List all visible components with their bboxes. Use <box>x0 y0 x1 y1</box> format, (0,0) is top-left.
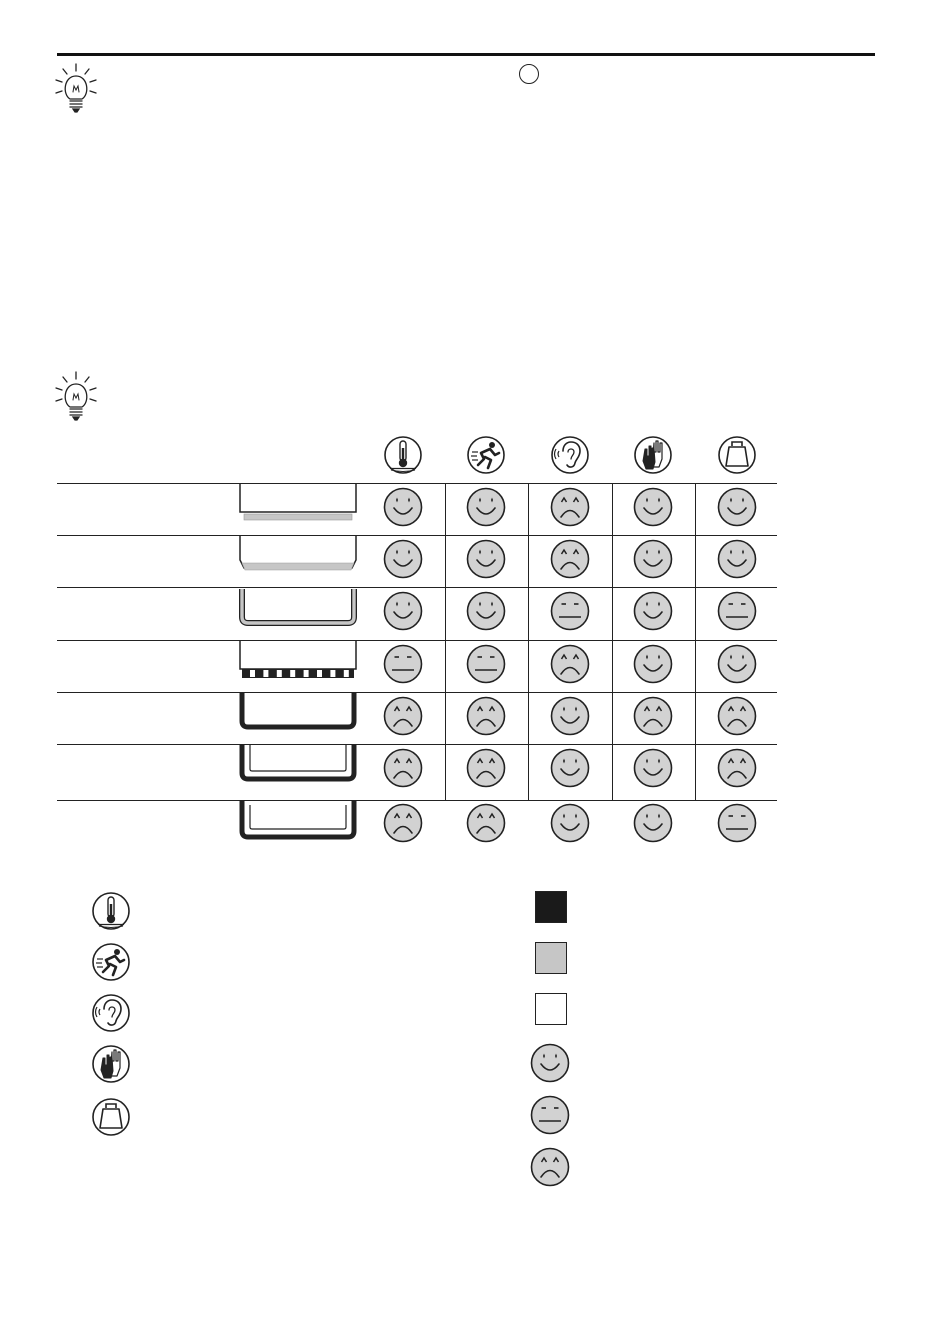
table-row-divider <box>57 640 777 641</box>
thermometer-icon <box>383 435 423 475</box>
face-neutral-icon-legend <box>530 1095 570 1135</box>
running-person-icon <box>91 942 131 982</box>
table-column-divider <box>445 483 446 800</box>
face-neutral-icon <box>466 644 506 684</box>
face-bad-icon <box>466 696 506 736</box>
gloves-icon <box>633 435 673 475</box>
pan-grey-thin-base-icon <box>238 482 358 524</box>
face-good-icon <box>466 591 506 631</box>
table-column-divider <box>528 483 529 800</box>
face-bad-icon <box>633 696 673 736</box>
circle-marker <box>519 64 539 84</box>
face-neutral-icon <box>383 644 423 684</box>
face-good-icon <box>633 644 673 684</box>
face-bad-icon <box>717 696 757 736</box>
pan-grey-outline-icon <box>238 587 358 629</box>
face-good-icon <box>717 487 757 527</box>
face-good-icon <box>633 591 673 631</box>
table-column-divider <box>695 483 696 800</box>
running-person-icon <box>466 435 506 475</box>
thermometer-icon <box>91 891 131 931</box>
face-good-icon <box>550 748 590 788</box>
face-good-icon <box>633 539 673 579</box>
ear-sound-icon <box>550 435 590 475</box>
table-row-divider <box>57 587 777 588</box>
face-good-icon <box>466 539 506 579</box>
face-bad-icon <box>383 696 423 736</box>
face-good-icon <box>633 487 673 527</box>
swatch-white <box>535 993 567 1025</box>
face-good-icon <box>717 644 757 684</box>
table-column-divider <box>612 483 613 800</box>
face-good-icon <box>633 803 673 843</box>
face-good-icon <box>550 803 590 843</box>
lightbulb-icon <box>52 370 102 424</box>
face-good-icon <box>383 487 423 527</box>
face-good-icon <box>383 591 423 631</box>
pan-black-double-outline-icon <box>238 743 358 785</box>
face-good-icon <box>717 539 757 579</box>
pan-checkered-base-icon <box>238 639 358 681</box>
table-row-divider <box>57 692 777 693</box>
face-good-icon <box>383 539 423 579</box>
face-bad-icon <box>550 487 590 527</box>
table-row-divider <box>57 483 777 484</box>
face-good-icon <box>466 487 506 527</box>
face-bad-icon <box>550 539 590 579</box>
pan-black-outline-icon <box>238 691 358 733</box>
table-row-divider <box>57 535 777 536</box>
face-good-icon-legend <box>530 1043 570 1083</box>
face-bad-icon <box>717 748 757 788</box>
face-good-icon <box>633 748 673 788</box>
face-bad-icon <box>383 748 423 788</box>
face-bad-icon-legend <box>530 1147 570 1187</box>
lightbulb-icon <box>52 62 102 116</box>
gloves-icon <box>91 1044 131 1084</box>
table-row-divider <box>57 800 777 801</box>
face-bad-icon <box>466 803 506 843</box>
top-rule <box>57 53 875 56</box>
face-good-icon <box>550 696 590 736</box>
swatch-black <box>535 891 567 923</box>
weight-icon <box>717 435 757 475</box>
weight-icon <box>91 1097 131 1137</box>
pan-grey-tapered-base-icon <box>238 534 358 576</box>
ear-sound-icon <box>91 993 131 1033</box>
swatch-grey <box>535 942 567 974</box>
face-neutral-icon <box>717 591 757 631</box>
table-row-divider <box>57 744 777 745</box>
face-bad-icon <box>466 748 506 788</box>
face-bad-icon <box>383 803 423 843</box>
face-bad-icon <box>550 644 590 684</box>
face-neutral-icon <box>550 591 590 631</box>
face-neutral-icon <box>717 803 757 843</box>
pan-black-double-outline-deep-icon <box>238 799 358 841</box>
